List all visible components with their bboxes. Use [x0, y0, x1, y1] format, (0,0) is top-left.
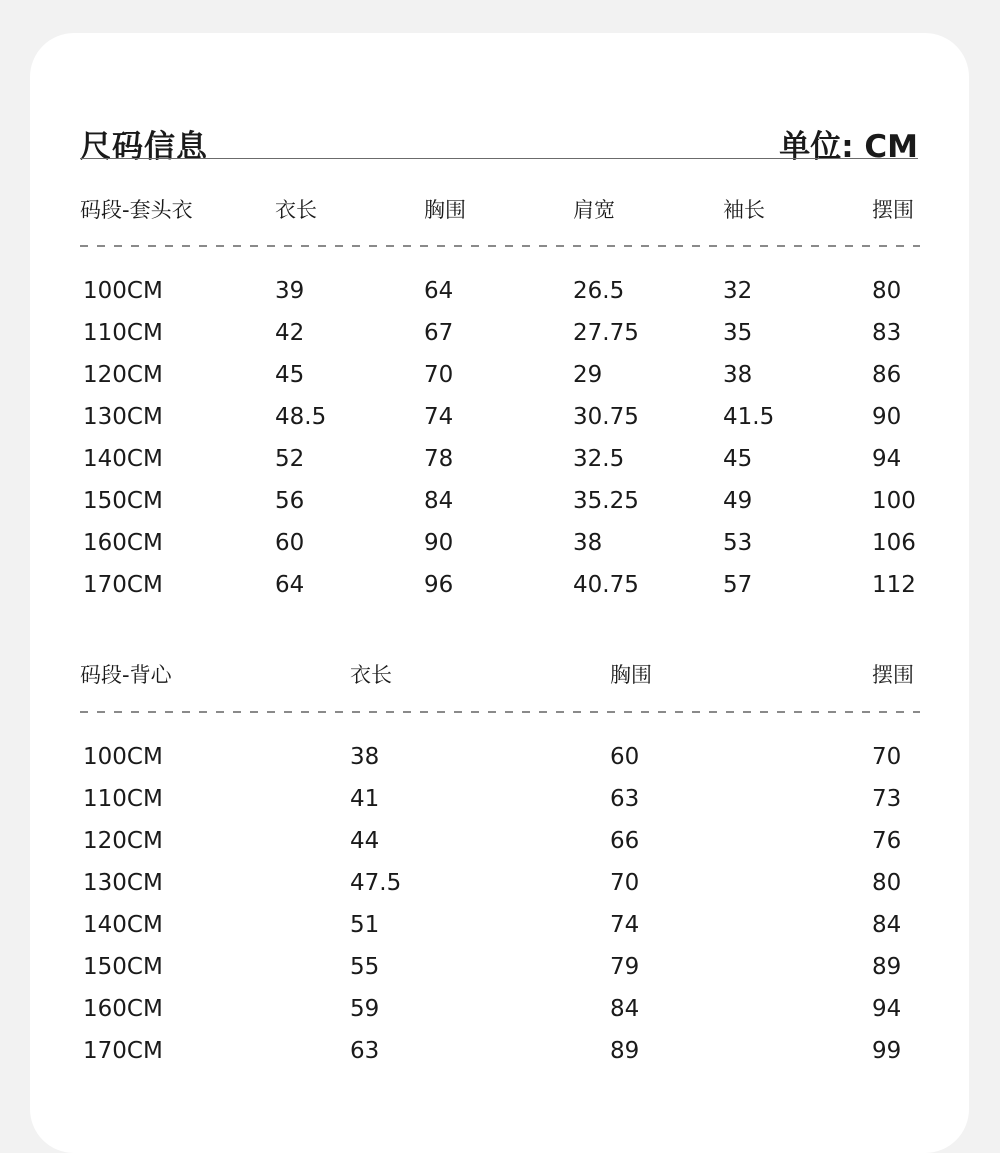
length-cell: 63 [350, 1038, 380, 1064]
table-row [80, 904, 920, 946]
size-cell: 170CM [83, 572, 163, 598]
chest-cell: 84 [424, 488, 454, 514]
length-cell: 48.5 [275, 404, 327, 430]
table-row [80, 820, 920, 862]
shoulder-cell: 38 [573, 530, 603, 556]
chest-cell: 90 [424, 530, 454, 556]
sleeve-cell: 53 [723, 530, 753, 556]
table-row [80, 862, 920, 904]
length-cell: 45 [275, 362, 305, 388]
hem-cell: 106 [872, 530, 916, 556]
table-row [80, 438, 920, 480]
table-row [80, 988, 920, 1030]
hem-cell: 90 [872, 404, 902, 430]
hem-cell: 73 [872, 786, 902, 812]
chest-cell: 89 [610, 1038, 640, 1064]
unit-label: 单位: CM [779, 129, 918, 165]
hem-cell: 80 [872, 278, 902, 304]
size-cell: 100CM [83, 744, 163, 770]
dashed-divider [80, 245, 920, 247]
table-row [80, 312, 920, 354]
table-row [80, 270, 920, 312]
sleeve-cell: 35 [723, 320, 753, 346]
hem-cell: 89 [872, 954, 902, 980]
chest-cell: 96 [424, 572, 454, 598]
header-divider [80, 158, 918, 159]
sleeve-cell: 32 [723, 278, 753, 304]
hem-cell: 112 [872, 572, 916, 598]
hem-cell: 80 [872, 870, 902, 896]
size-cell: 120CM [83, 362, 163, 388]
length-cell: 38 [350, 744, 380, 770]
size-cell: 100CM [83, 278, 163, 304]
hem-cell: 70 [872, 744, 902, 770]
hem-cell: 86 [872, 362, 902, 388]
size-cell: 120CM [83, 828, 163, 854]
size-cell: 150CM [83, 488, 163, 514]
table-header-row [80, 660, 920, 690]
sleeve-cell: 38 [723, 362, 753, 388]
length-cell: 59 [350, 996, 380, 1022]
shoulder-cell: 29 [573, 362, 603, 388]
size-cell: 110CM [83, 320, 163, 346]
length-cell: 39 [275, 278, 305, 304]
length-cell: 56 [275, 488, 305, 514]
sleeve-cell: 41.5 [723, 404, 775, 430]
column-header-hem: 摆围 [872, 198, 914, 222]
chest-cell: 84 [610, 996, 640, 1022]
length-cell: 60 [275, 530, 305, 556]
column-header-size: 码段-套头衣 [80, 198, 193, 222]
vest-size-table [80, 660, 920, 1064]
hem-cell: 94 [872, 446, 902, 472]
sleeve-cell: 57 [723, 572, 753, 598]
card-header [80, 125, 918, 169]
hem-cell: 84 [872, 912, 902, 938]
table-row [80, 480, 920, 522]
column-header-length: 衣长 [350, 663, 392, 687]
dashed-divider [80, 711, 920, 713]
size-cell: 140CM [83, 446, 163, 472]
hem-cell: 100 [872, 488, 916, 514]
table-row [80, 354, 920, 396]
shoulder-cell: 32.5 [573, 446, 625, 472]
chest-cell: 60 [610, 744, 640, 770]
table-row [80, 736, 920, 778]
table-row [80, 522, 920, 564]
chest-cell: 63 [610, 786, 640, 812]
hem-cell: 76 [872, 828, 902, 854]
pullover-size-table [80, 195, 920, 598]
sleeve-cell: 45 [723, 446, 753, 472]
size-cell: 170CM [83, 1038, 163, 1064]
table-row [80, 946, 920, 988]
length-cell: 52 [275, 446, 305, 472]
chest-cell: 70 [610, 870, 640, 896]
length-cell: 55 [350, 954, 380, 980]
shoulder-cell: 30.75 [573, 404, 639, 430]
column-header-chest: 胸围 [424, 198, 466, 222]
hem-cell: 94 [872, 996, 902, 1022]
column-header-chest: 胸围 [610, 663, 652, 687]
size-cell: 160CM [83, 530, 163, 556]
table-row [80, 1030, 920, 1072]
table-row [80, 564, 920, 606]
column-header-hem: 摆围 [872, 663, 914, 687]
chest-cell: 79 [610, 954, 640, 980]
chest-cell: 78 [424, 446, 454, 472]
size-info-card [30, 33, 969, 1153]
column-header-size: 码段-背心 [80, 663, 172, 687]
chest-cell: 66 [610, 828, 640, 854]
chest-cell: 70 [424, 362, 454, 388]
size-cell: 160CM [83, 996, 163, 1022]
size-cell: 110CM [83, 786, 163, 812]
hem-cell: 99 [872, 1038, 902, 1064]
page-title: 尺码信息 [80, 129, 208, 165]
length-cell: 42 [275, 320, 305, 346]
size-cell: 140CM [83, 912, 163, 938]
table-body [80, 736, 920, 1072]
chest-cell: 74 [610, 912, 640, 938]
size-cell: 130CM [83, 870, 163, 896]
shoulder-cell: 26.5 [573, 278, 625, 304]
column-header-sleeve: 袖长 [723, 198, 765, 222]
shoulder-cell: 35.25 [573, 488, 639, 514]
table-body [80, 270, 920, 606]
sleeve-cell: 49 [723, 488, 753, 514]
table-row [80, 778, 920, 820]
hem-cell: 83 [872, 320, 902, 346]
table-header-row [80, 195, 920, 225]
shoulder-cell: 27.75 [573, 320, 639, 346]
column-header-length: 衣长 [275, 198, 317, 222]
chest-cell: 74 [424, 404, 454, 430]
table-row [80, 396, 920, 438]
length-cell: 41 [350, 786, 380, 812]
shoulder-cell: 40.75 [573, 572, 639, 598]
length-cell: 44 [350, 828, 380, 854]
chest-cell: 64 [424, 278, 454, 304]
length-cell: 51 [350, 912, 380, 938]
chest-cell: 67 [424, 320, 454, 346]
size-cell: 130CM [83, 404, 163, 430]
length-cell: 47.5 [350, 870, 402, 896]
size-cell: 150CM [83, 954, 163, 980]
length-cell: 64 [275, 572, 305, 598]
column-header-shoulder: 肩宽 [573, 198, 615, 222]
